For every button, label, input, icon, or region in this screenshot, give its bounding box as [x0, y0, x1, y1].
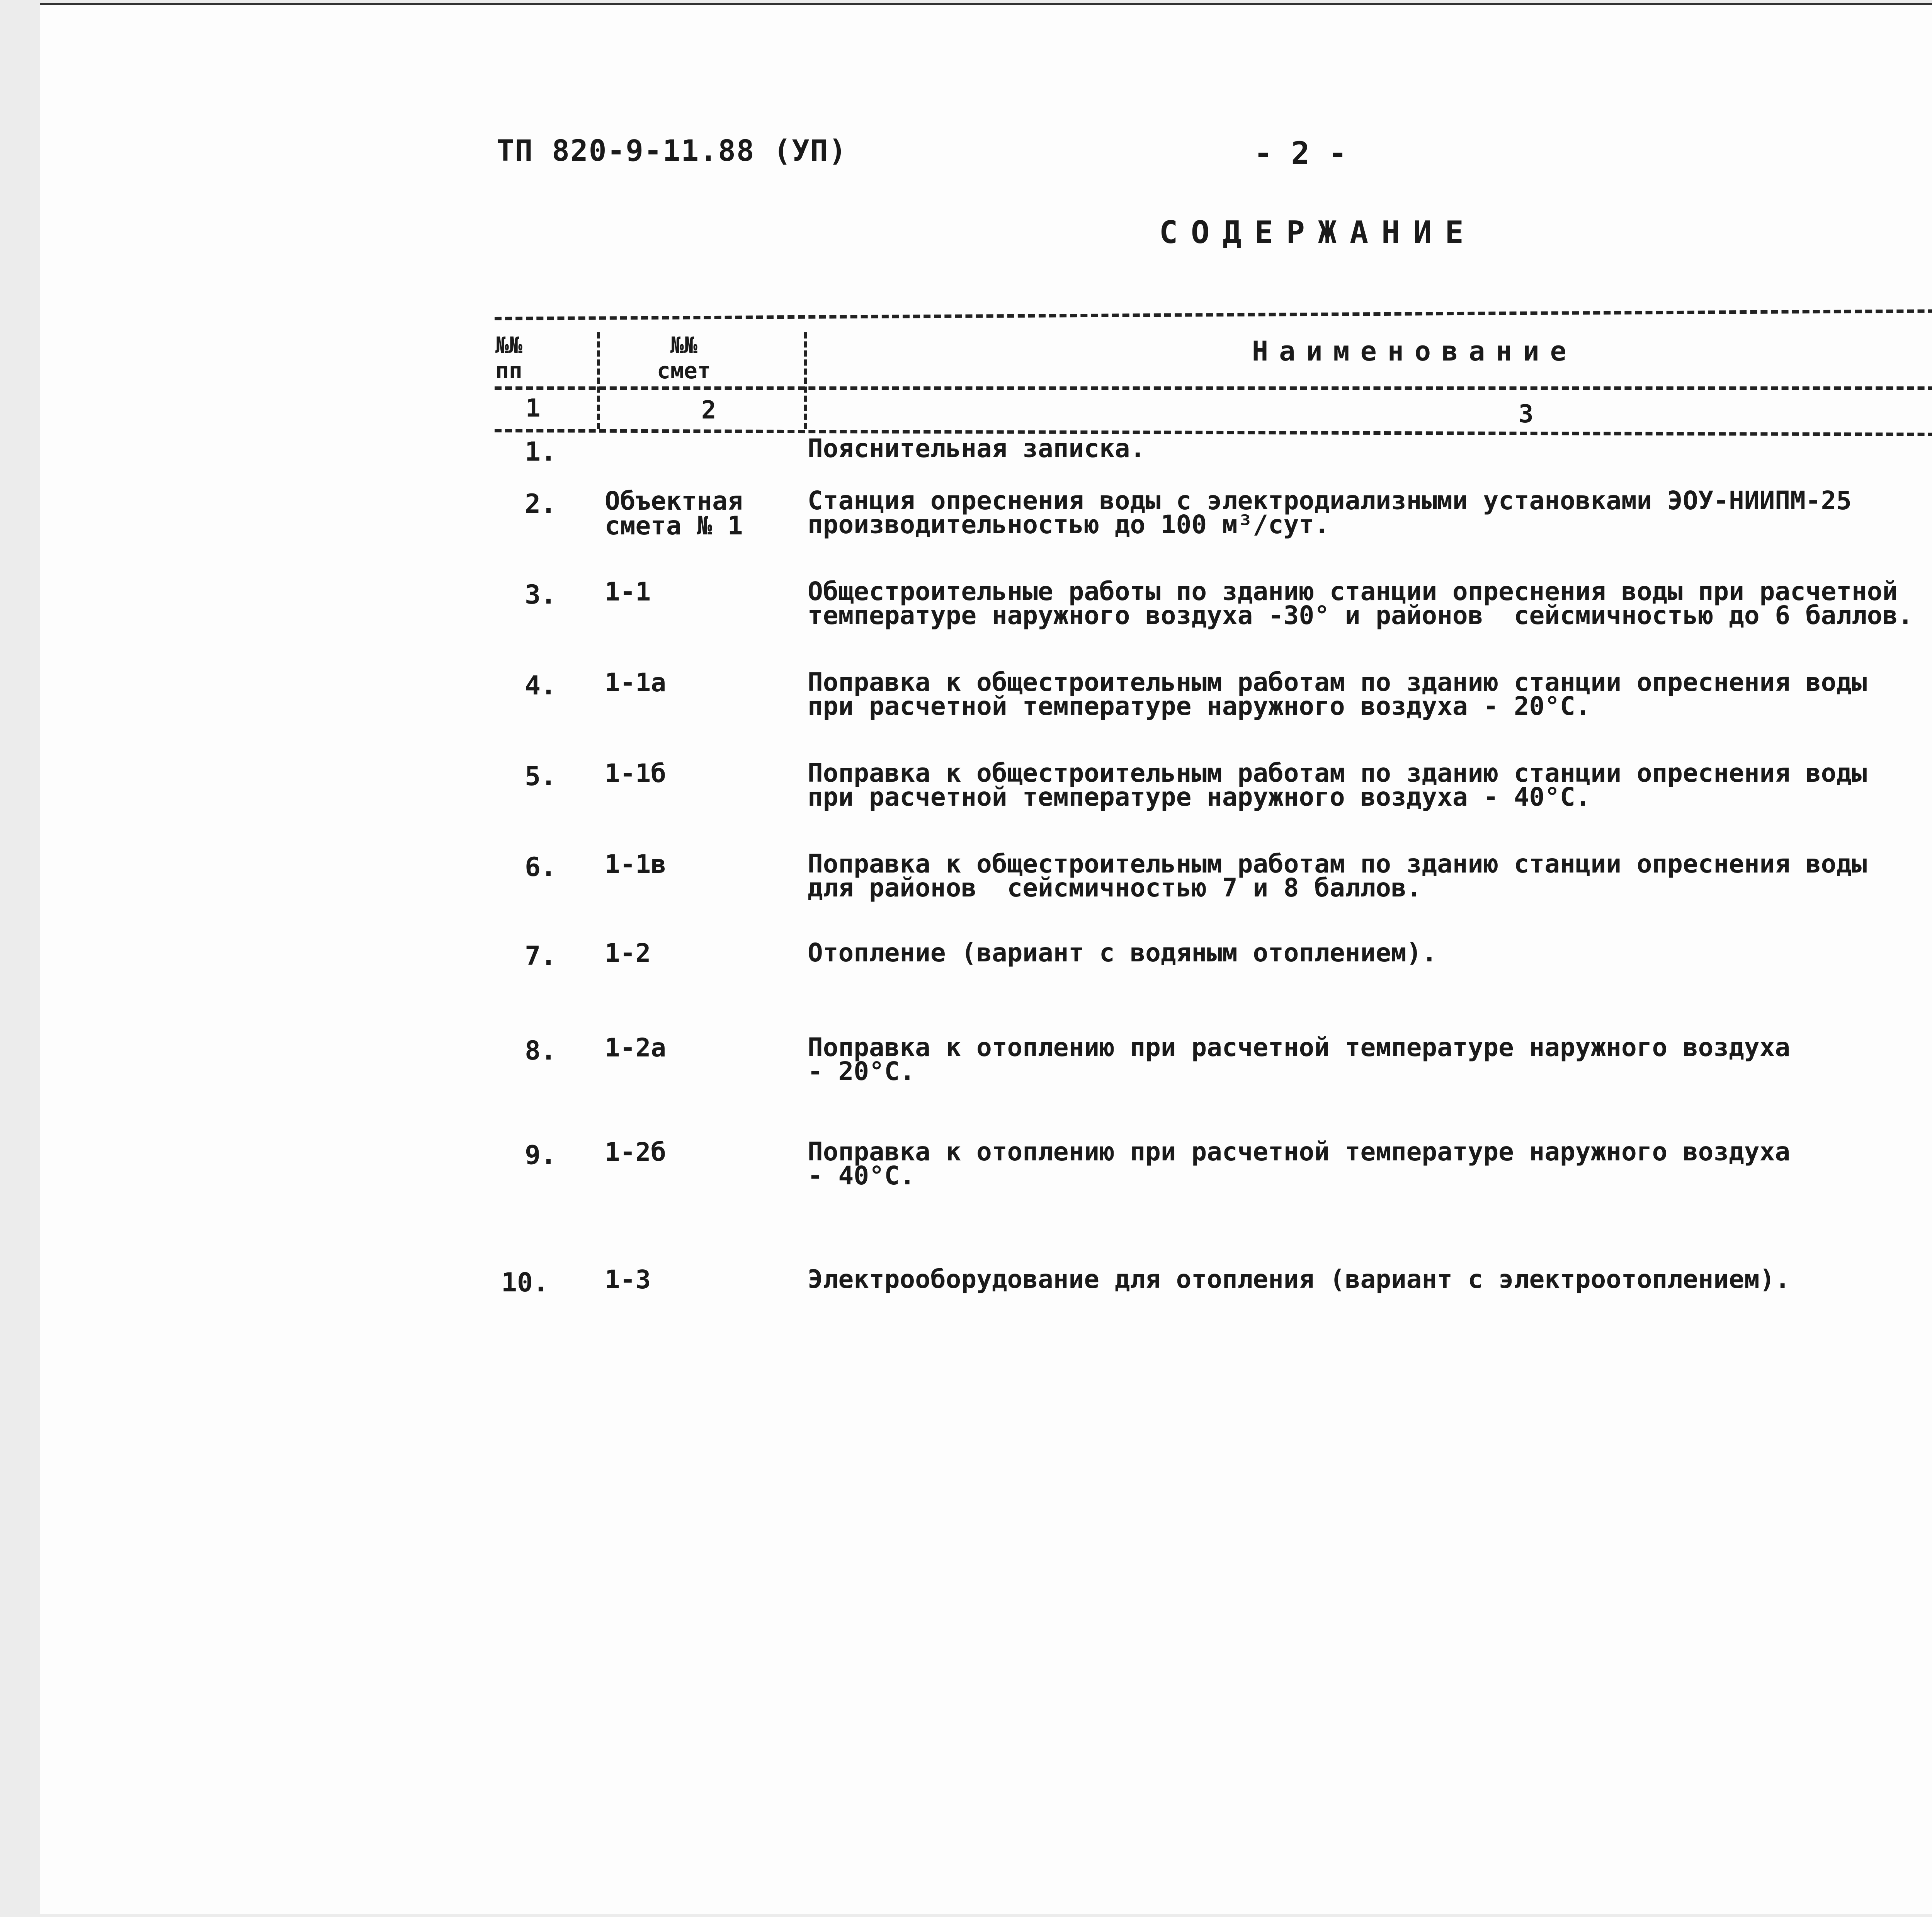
- row-name: Поправка к отоплению при расчетной температуре наружного воздуха - 20°С.: [808, 1032, 1791, 1086]
- row-number: 5.: [525, 761, 556, 792]
- row-number: 7.: [525, 941, 556, 971]
- row-name: Общестроительные работы по зданию станции опреснения воды при расчетной температуре наружного воздуха -30° и районов сейсмичностью до 6 баллов.: [808, 577, 1913, 630]
- row-estimate: 1-2б: [605, 1137, 666, 1167]
- column-number: 1: [526, 394, 541, 423]
- row-name: Электрооборудование для отопления (вариант с электроотоплением).: [808, 1264, 1791, 1294]
- column-header-num-line1: №№: [495, 332, 522, 358]
- row-number: 2.: [525, 489, 556, 519]
- row-number: 1.: [525, 437, 556, 467]
- row-name: Поправка к общестроительным работам по зданию станции опреснения воды при расчетной температуре наружного воздуха - 20°С.: [808, 667, 1867, 721]
- page-title: СОДЕРЖАНИЕ: [1159, 214, 1477, 250]
- table-header-rule: [495, 386, 1932, 390]
- row-name: Станция опреснения воды с электродиализными установками ЭОУ-НИИПМ-25 производительностью до 100 м³/сут.: [808, 486, 1852, 539]
- column-header-num: [495, 332, 522, 383]
- column-header-estimate-line2: смет: [657, 357, 711, 384]
- column-header-num-line2: пп: [495, 357, 522, 384]
- column-number: 3: [1519, 400, 1534, 429]
- column-divider: [804, 332, 807, 429]
- column-header-estimate: [657, 332, 711, 383]
- column-divider: [597, 332, 600, 429]
- row-number: 4.: [525, 670, 556, 701]
- row-estimate: 1-1в: [605, 849, 666, 879]
- row-estimate: 1-2а: [605, 1033, 666, 1063]
- row-estimate: 1-1а: [605, 668, 666, 697]
- row-number: 8.: [525, 1036, 556, 1066]
- column-header-estimate-line1: №№: [670, 332, 697, 358]
- row-name: Пояснительная записка.: [808, 434, 1146, 463]
- page-number: - 2 -: [1254, 135, 1347, 171]
- row-number: 3.: [525, 580, 556, 610]
- row-estimate: Объектная смета № 1: [605, 486, 743, 541]
- row-estimate: 1-1: [605, 577, 651, 607]
- column-header-name: Наименование: [1252, 335, 1577, 367]
- row-number: 9.: [525, 1140, 556, 1170]
- row-estimate: 1-3: [605, 1265, 651, 1294]
- row-estimate: 1-1б: [605, 759, 666, 788]
- column-number: 2: [701, 396, 716, 425]
- document-id: ТП 820-9-11.88 (УП): [497, 133, 847, 168]
- row-number: 6.: [525, 852, 556, 883]
- row-name: Поправка к общестроительным работам по зданию станции опреснения воды при расчетной температуре наружного воздуха - 40°С.: [808, 758, 1867, 812]
- row-number: 10.: [501, 1267, 549, 1298]
- row-estimate: 1-2: [605, 938, 651, 968]
- row-name: Отопление (вариант с водяным отоплением).: [808, 938, 1437, 968]
- row-name: Поправка к отоплению при расчетной температуре наружного воздуха - 40°С.: [808, 1137, 1791, 1191]
- row-name: Поправка к общестроительным работам по зданию станции опреснения воды для районов сейсмичностью 7 и 8 баллов.: [808, 849, 1867, 903]
